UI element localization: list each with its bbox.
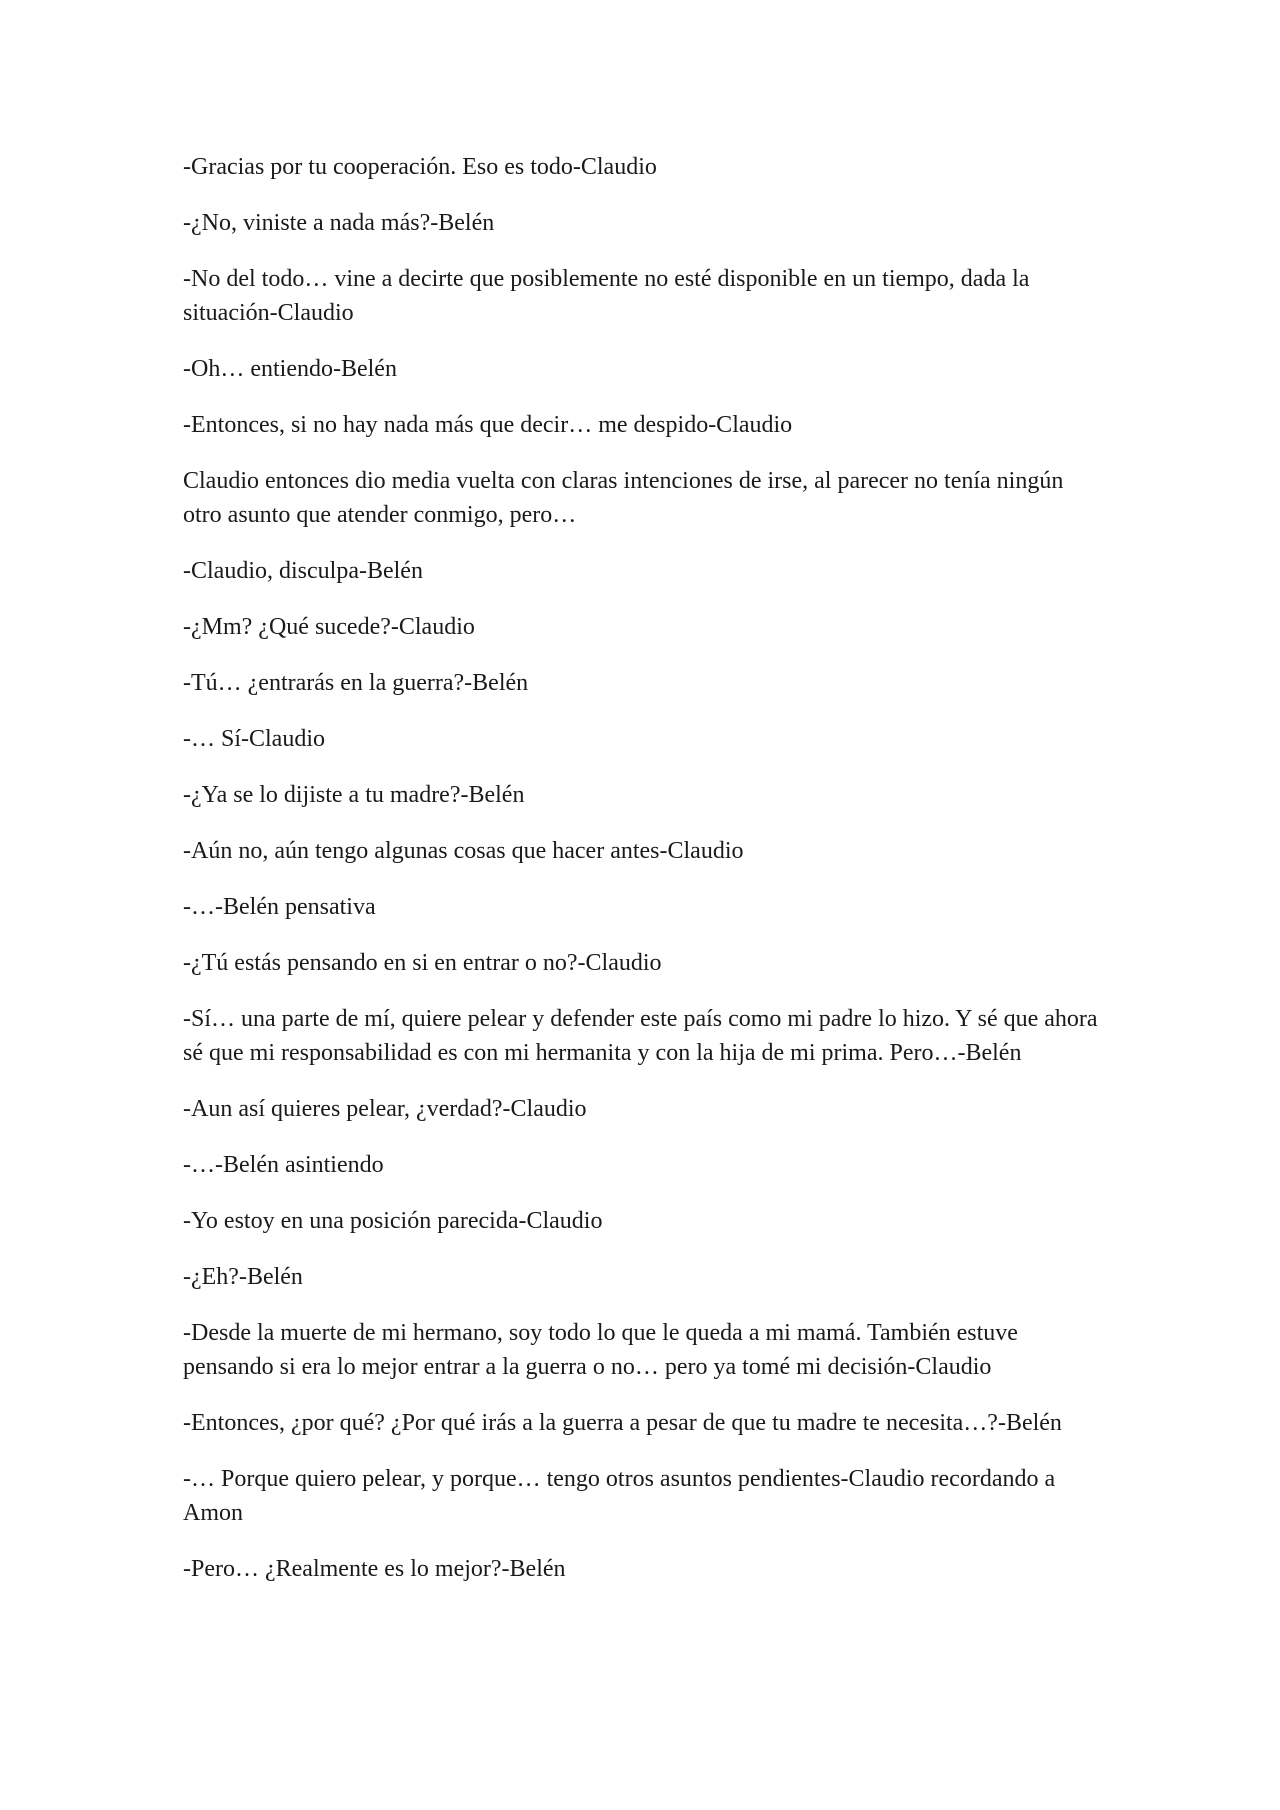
paragraph: -Gracias por tu cooperación. Eso es todo-Claudio bbox=[183, 154, 657, 180]
paragraph: -Pero… ¿Realmente es lo mejor?-Belén bbox=[183, 1556, 566, 1582]
paragraph: -Aun así quieres pelear, ¿verdad?-Claudio bbox=[183, 1096, 587, 1122]
paragraph: -Claudio, disculpa-Belén bbox=[183, 558, 423, 584]
paragraph: -Aún no, aún tengo algunas cosas que hacer antes-Claudio bbox=[183, 838, 744, 864]
paragraph: -¿No, viniste a nada más?-Belén bbox=[183, 210, 495, 236]
paragraph: -… Porque quiero pelear, y porque… tengo otros asuntos pendientes-Claudio recordando a Amon bbox=[183, 1466, 1056, 1526]
paragraph: -Tú… ¿entrarás en la guerra?-Belén bbox=[183, 670, 529, 696]
document-body bbox=[183, 150, 1103, 1608]
paragraph: -¿Eh?-Belén bbox=[183, 1264, 303, 1290]
paragraph: -¿Mm? ¿Qué sucede?-Claudio bbox=[183, 614, 475, 640]
paragraph: -Sí… una parte de mí, quiere pelear y defender este país como mi padre lo hizo. Y sé que ahora sé que mi responsabilidad es con mi hermanita y con la hija de mi prima. Pero…-Belén bbox=[183, 1006, 1098, 1066]
paragraph: -Oh… entiendo-Belén bbox=[183, 356, 397, 382]
paragraph: Claudio entonces dio media vuelta con claras intenciones de irse, al parecer no tenía ningún otro asunto que atender conmigo, pero… bbox=[183, 468, 1064, 528]
paragraph: -… Sí-Claudio bbox=[183, 726, 325, 752]
paragraph: -…-Belén asintiendo bbox=[183, 1152, 384, 1178]
paragraph: -¿Ya se lo dijiste a tu madre?-Belén bbox=[183, 782, 525, 808]
paragraph: -Yo estoy en una posición parecida-Claudio bbox=[183, 1208, 603, 1234]
paragraph: -…-Belén pensativa bbox=[183, 894, 376, 920]
paragraph: -No del todo… vine a decirte que posiblemente no esté disponible en un tiempo, dada la situación-Claudio bbox=[183, 266, 1030, 326]
paragraph: -Entonces, ¿por qué? ¿Por qué irás a la guerra a pesar de que tu madre te necesita…?-Belén bbox=[183, 1410, 1062, 1436]
paragraph: -¿Tú estás pensando en si en entrar o no?-Claudio bbox=[183, 950, 662, 976]
paragraph: -Entonces, si no hay nada más que decir… me despido-Claudio bbox=[183, 412, 793, 438]
paragraph: -Desde la muerte de mi hermano, soy todo lo que le queda a mi mamá. También estuve pensando si era lo mejor entrar a la guerra o no… pero ya tomé mi decisión-Claudio bbox=[183, 1320, 1018, 1380]
